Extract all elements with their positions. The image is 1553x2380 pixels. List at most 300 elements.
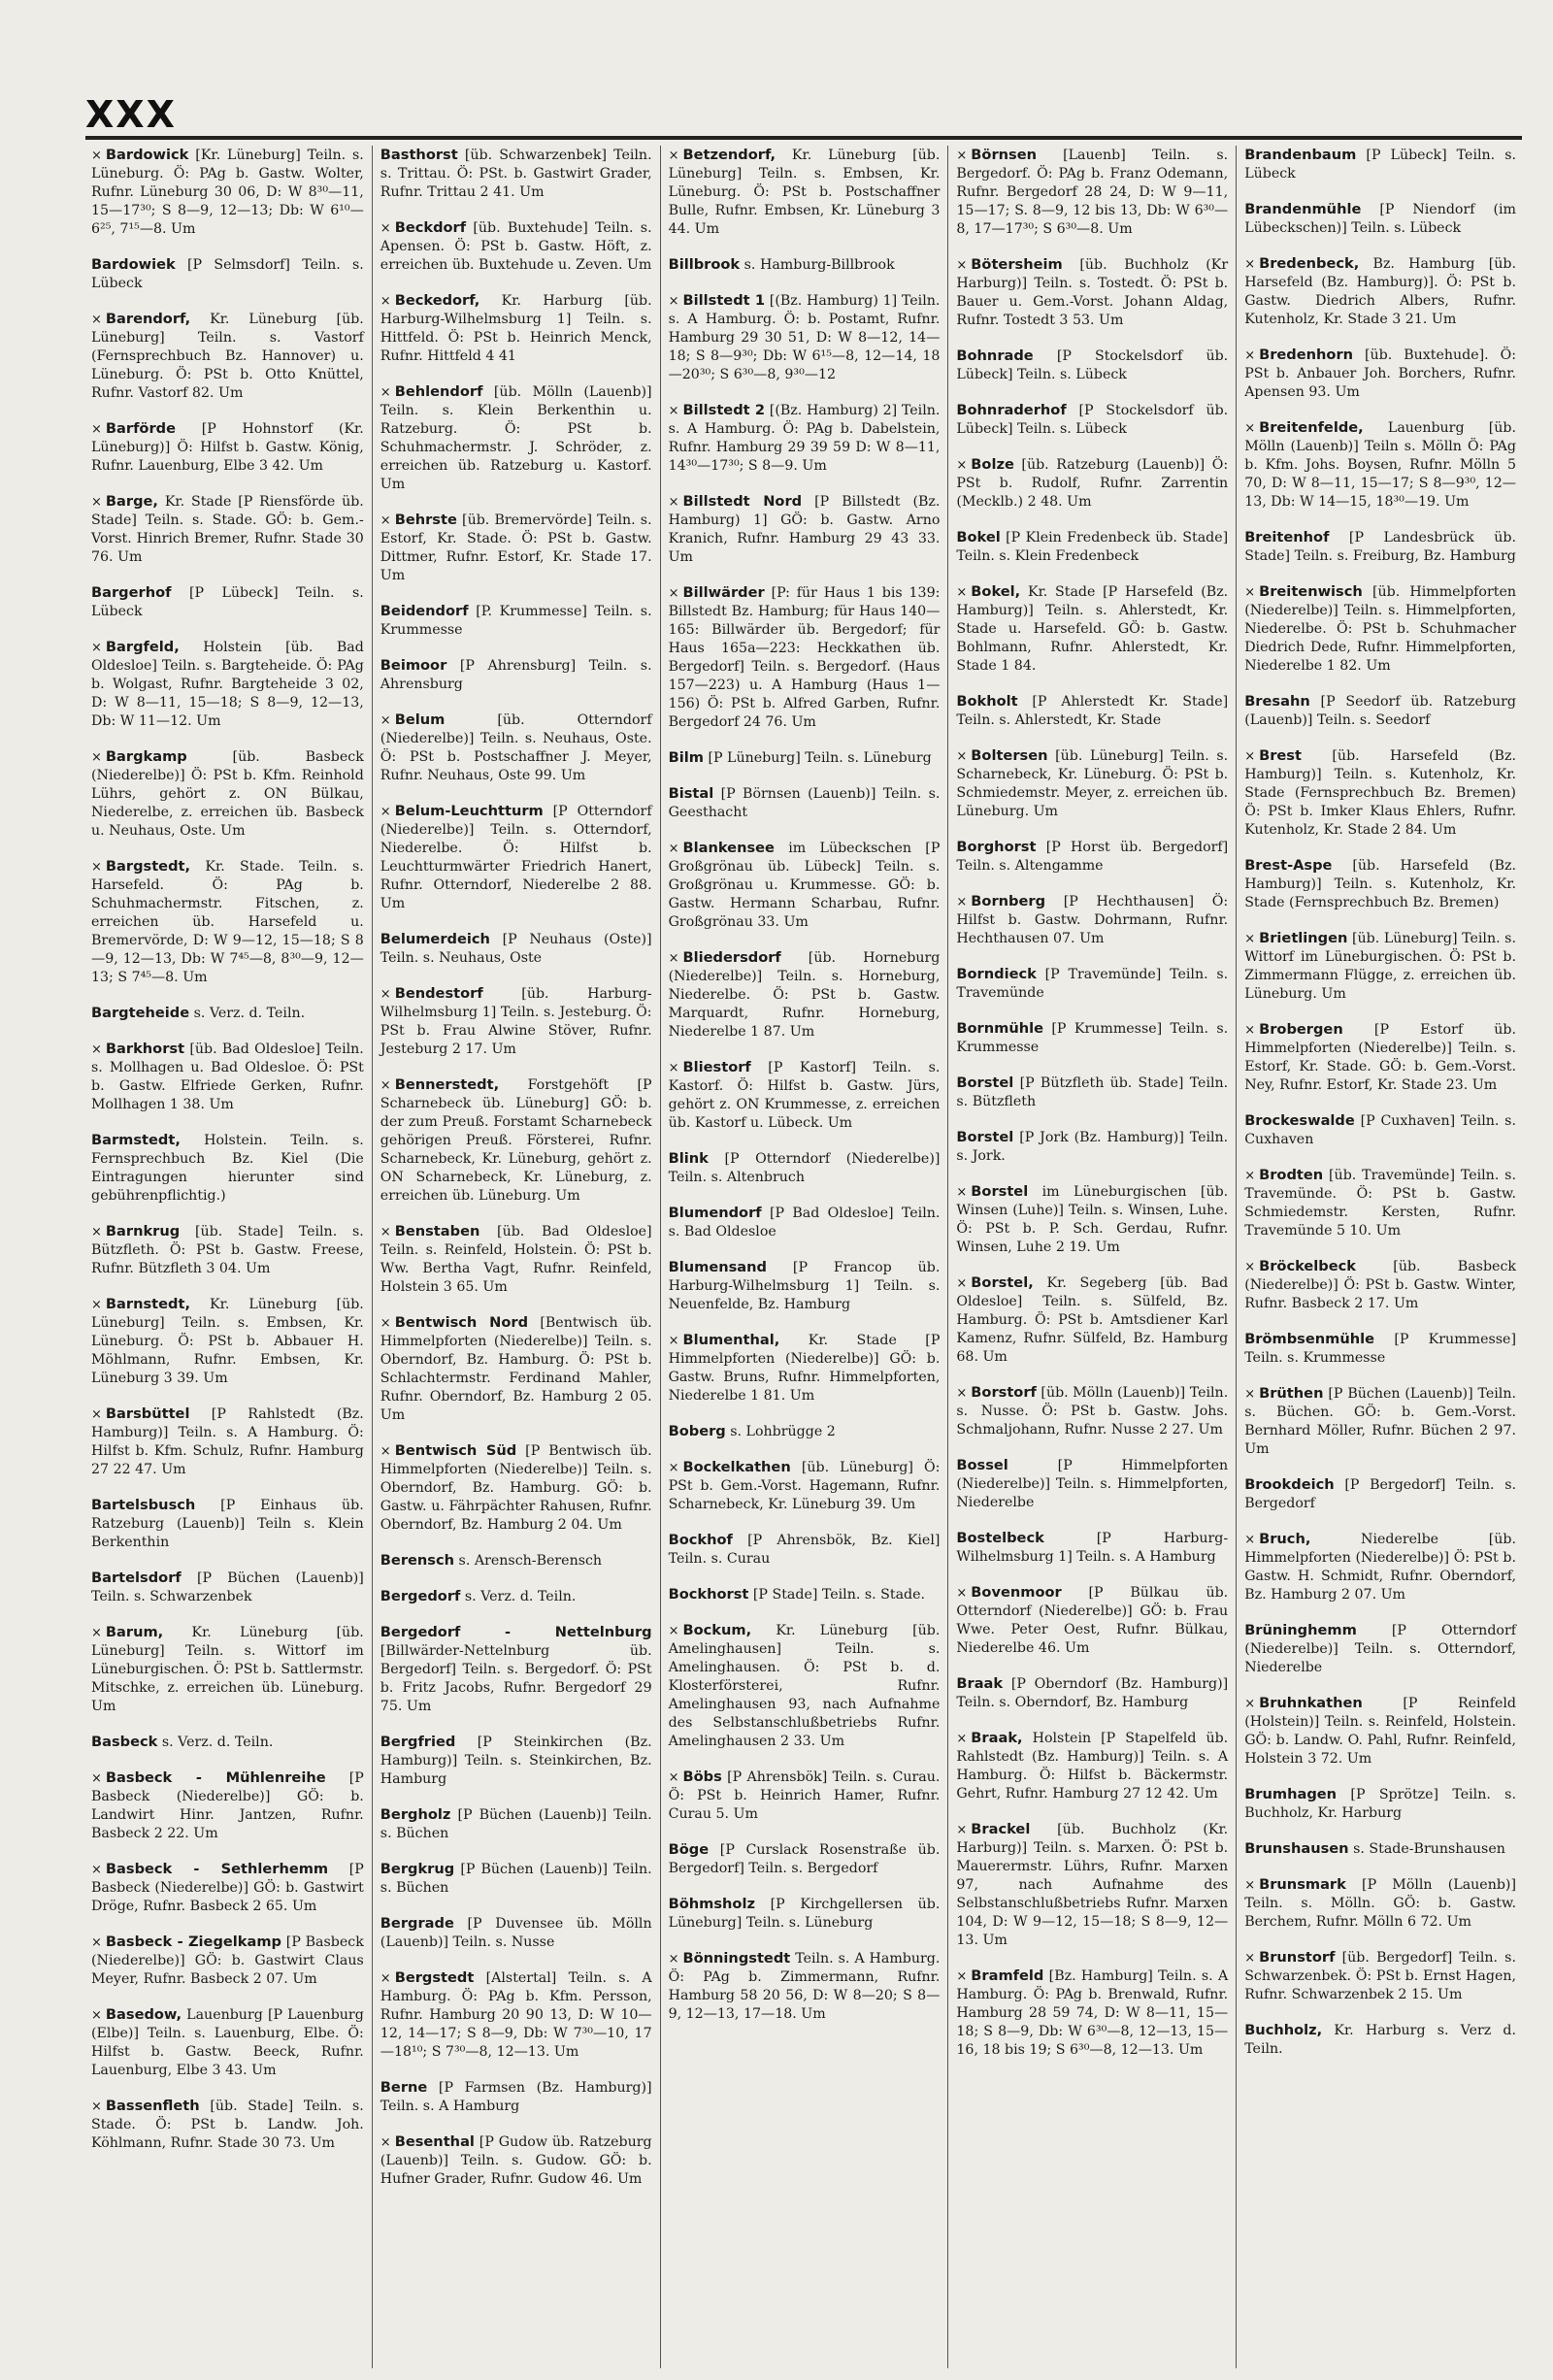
directory-entry	[669, 1840, 941, 1878]
entry-details: [üb. Bad Oldesloe] Teiln. s. Mollhagen u. Bad Oldesloe. Ö: PSt b. Gastw. Elfriede Gerken, Rufnr. Mollhagen 1 38. Um	[91, 1041, 364, 1112]
directory-entry	[91, 857, 364, 987]
entry-place-name: Bergfried	[380, 1734, 456, 1750]
entry-place-name: Blumendorf	[668, 1205, 762, 1221]
entry-place-name: Bramfeld	[971, 1967, 1044, 1984]
directory-entry	[956, 582, 1228, 676]
directory-entry	[91, 1569, 364, 1606]
entry-place-name: Brest	[1259, 747, 1302, 764]
entry-place-name: Besenthal	[394, 2133, 475, 2150]
post-office-mark: ×	[91, 2099, 102, 2114]
entry-place-name: Böbs	[682, 1768, 722, 1785]
entry-details: [P Bad Oldesloe] Teiln. s. Bad Oldesloe	[668, 1206, 941, 1240]
entry-details: Kr. Stade [P Riensförde üb. Stade] Teiln. s. Stade. GÖ: b. Gem.-Vorst. Hinrich Bremer, Rufnr. Stade 30 76. Um	[91, 494, 364, 565]
post-office-mark: ×	[91, 1771, 102, 1786]
entry-place-name: Bilm	[668, 749, 704, 766]
entry-details: Holstein. Teiln. s. Fernsprechbuch Bz. Kiel (Die Eintragungen hierunter sind gebührenpflichtig.)	[91, 1133, 364, 1204]
entry-place-name: Belum	[394, 711, 446, 728]
entry-place-name: Bornmühle	[956, 1020, 1044, 1037]
entry-details: [P Rahlstedt (Bz. Hamburg)] Teiln. s. A Hamburg. Ö: Hilfst b. Kfm. Schulz, Rufnr. Hamburg 27 22 47. Um	[91, 1406, 364, 1477]
directory-entry	[380, 1222, 652, 1297]
directory-entry	[1244, 200, 1516, 238]
directory-entry	[91, 1222, 364, 1278]
directory-entry	[1244, 1330, 1516, 1368]
entry-place-name: Brumhagen	[1244, 1786, 1338, 1802]
directory-entry	[1244, 1948, 1516, 2004]
entry-details: [üb. Basbeck (Niederelbe)] Ö: PSt b. Kfm. Reinhold Lührs, gehört z. ON Bülkau, Niederelbe, z. erreichen üb. Basbeck u. Neuhaus, Oste. Um	[91, 749, 364, 839]
entry-details: Kr. Stade [P Harsefeld (Bz. Hamburg)] Teiln. s. Ahlerstedt, Kr. Stade u. Harsefeld. GÖ: b. Gastw. Bohlmann, Rufnr. Ahlerstedt, Kr. Stade 1 84.	[956, 584, 1229, 674]
directory-entry	[380, 1441, 652, 1535]
entry-details: [üb. Buchholz (Kr. Harburg)] Teiln. s. Marxen. Ö: PSt b. Mauerermstr. Lührs, Rufnr. Marxen 97, nach Aufnahme des Selbstanschlußbetriebs Rufnr. Marxen 104, D: W 9—12, 15—18; S 8—9, 12—13. Um	[956, 1822, 1229, 1948]
directory-entry	[1244, 1020, 1516, 1095]
entry-details: Kr. Lüneburg [üb. Lüneburg] Teiln. s. Embsen, Kr. Lüneburg. Ö: PSt b. Postschaffner Bulle, Rufnr. Embsen, Kr. Lüneburg 3 44. Um	[668, 148, 941, 237]
entry-place-name: Bergkrug	[380, 1861, 455, 1877]
entry-place-name: Bargerhof	[91, 584, 172, 601]
entry-details: Kr. Lüneburg [üb. Lüneburg] Teiln. s. Embsen, Kr. Lüneburg. Ö: PSt b. Abbauer H. Möhlmann, Rufnr. Embsen, Kr. Lüneburg 3 39. Um	[91, 1297, 364, 1386]
post-office-mark: ×	[1244, 348, 1256, 363]
directory-entry	[91, 1623, 364, 1716]
entry-place-name: Bovenmoor	[971, 1584, 1062, 1601]
post-office-mark: ×	[1244, 1697, 1256, 1711]
entry-place-name: Bartelsbusch	[91, 1497, 196, 1513]
entry-place-name: Brüthen	[1259, 1385, 1324, 1402]
entry-details: [P Bützfleth üb. Stade] Teiln. s. Bützfleth	[956, 1075, 1229, 1109]
entry-place-name: Bossel	[956, 1457, 1008, 1473]
entry-place-name: Billstedt 2	[682, 402, 766, 418]
entry-details: [P Mölln (Lauenb)] Teiln. s. Mölln. GÖ: b. Gastw. Berchem, Rufnr. Mölln 6 72. Um	[1244, 1877, 1516, 1930]
directory-entry	[1244, 746, 1516, 840]
entry-details: [P Bergedorf] Teiln. s. Bergedorf	[1244, 1477, 1516, 1511]
directory-entry	[669, 291, 941, 384]
entry-details: Kr. Segeberg [üb. Bad Oldesloe] Teiln. s. Sülfeld, Bz. Hamburg. Ö: PSt b. Amtsdiener Karl Kamenz, Rufnr. Sülfeld, Bz. Hamburg 68. Um	[956, 1275, 1229, 1365]
entry-place-name: Breitenhof	[1244, 529, 1330, 545]
header-rule	[85, 136, 1522, 140]
entry-details: Kr. Lüneburg [üb. Lüneburg] Teiln. s. Vastorf (Fernsprechbuch Bz. Hannover) u. Lüneburg. Ö: PSt b. Otto Knüttel, Rufnr. Vastorf 82. Um	[91, 312, 364, 401]
post-office-mark: ×	[380, 1444, 391, 1459]
entry-details: [P Selmsdorf] Teiln. s. Lübeck	[91, 257, 364, 291]
directory-entry	[669, 1149, 941, 1187]
post-office-mark: ×	[91, 2008, 102, 2023]
entry-place-name: Blankensee	[682, 840, 775, 856]
directory-entry	[91, 1768, 364, 1843]
directory-entry	[380, 382, 652, 494]
entry-place-name: Blink	[668, 1150, 709, 1167]
directory-entry	[380, 1968, 652, 2062]
entry-place-name: Brömbsenmühle	[1244, 1331, 1375, 1347]
entry-details: s. Verz. d. Teiln.	[161, 1735, 274, 1750]
entry-place-name: Bargfeld,	[105, 639, 180, 655]
directory-entry	[956, 692, 1228, 730]
directory-entry	[91, 419, 364, 476]
directory-entry	[669, 839, 941, 932]
directory-entry	[956, 1967, 1228, 2060]
entry-place-name: Billstedt Nord	[682, 493, 803, 510]
entry-details: [P Estorf üb. Himmelpforten (Niederelbe)] Teiln. s. Estorf, Kr. Stade. GÖ: b. Gem.-Vorst. Ney, Rufnr. Estorf, Kr. Stade 23. Um	[1244, 1022, 1516, 1093]
directory-entry	[91, 583, 364, 621]
entry-details: Kr. Harburg s. Verz d. Teiln.	[1244, 2023, 1516, 2057]
column-5	[1236, 146, 1524, 2368]
directory-entry	[380, 1623, 652, 1716]
post-office-mark: ×	[1244, 1387, 1256, 1402]
entry-place-name: Bartelsdorf	[91, 1570, 182, 1586]
entry-place-name: Brunstorf	[1259, 1949, 1336, 1966]
entry-details: [Billwärder-Nettelnburg üb. Bergedorf] Teiln. s. Bergedorf. Ö: PSt b. Fritz Jacobs, Rufnr. Bergedorf 29 75. Um	[380, 1643, 652, 1714]
directory-entry	[956, 255, 1228, 330]
entry-place-name: Brackel	[971, 1821, 1031, 1837]
post-office-mark: ×	[380, 513, 391, 528]
entry-details: Forstgehöft [P Scharnebeck üb. Lüneburg] GÖ: b. der zum Preuß. Forstamt Scharnebeck gehörigen Preuß. Försterei, Rufnr. Scharnebeck, Kr. Lüneburg, gehört z. ON Scharnebeck, Kr. Lüneburg, z. erreichen üb. Lüneburg. Um	[380, 1077, 652, 1204]
entry-place-name: Bassenfleth	[105, 2098, 200, 2114]
entry-details: [P Krummesse] Teiln. s. Krummesse	[1244, 1332, 1516, 1366]
directory-entry	[91, 1040, 364, 1114]
directory-entry	[956, 347, 1228, 384]
post-office-mark: ×	[1244, 1951, 1256, 1966]
entry-details: [P Landesbrück üb. Stade] Teiln. s. Freiburg, Bz. Hamburg	[1244, 530, 1516, 564]
directory-entry	[669, 948, 941, 1041]
post-office-mark: ×	[956, 1969, 968, 1984]
directory-entry	[1244, 1875, 1516, 1932]
directory-entry	[91, 747, 364, 841]
entry-details: [P Steinkirchen (Bz. Hamburg)] Teiln. s. Steinkirchen, Bz. Hamburg	[380, 1735, 652, 1787]
entry-place-name: Behrste	[394, 512, 457, 528]
entry-place-name: Breitenwisch	[1259, 583, 1363, 600]
directory-entry	[380, 1733, 652, 1789]
post-office-mark: ×	[956, 749, 968, 764]
directory-entry	[956, 1820, 1228, 1950]
directory-entry	[669, 401, 941, 476]
entry-details: [P Basbeck (Niederelbe)] GÖ: b. Gastwirt Claus Meyer, Rufnr. Basbeck 2 07. Um	[91, 1934, 364, 1987]
entry-place-name: Bentwisch Nord	[394, 1314, 529, 1331]
post-office-mark: ×	[668, 1061, 679, 1075]
post-office-mark: ×	[91, 1298, 102, 1312]
entry-place-name: Bröckelbeck	[1259, 1258, 1357, 1274]
post-office-mark: ×	[956, 1185, 968, 1200]
directory-entry	[669, 1331, 941, 1405]
entry-place-name: Bönningstedt	[682, 1950, 791, 1967]
entry-details: [üb. Lüneburg] Teiln. s. Scharnebeck, Kr. Lüneburg. Ö: PSt b. Schmiedemstr. Meyer, z. erreichen üb. Lüneburg. Um	[956, 748, 1229, 819]
entry-details: Holstein [P Stapelfeld üb. Rahlstedt (Bz. Hamburg)] Teiln. s. A Hamburg. Ö: Hilfst b. Bäckermstr. Gehrt, Rufnr. Hamburg 27 12 42. Um	[956, 1731, 1229, 1802]
entry-place-name: Bistal	[668, 785, 714, 802]
post-office-mark: ×	[380, 805, 391, 819]
directory-entry	[1244, 1384, 1516, 1459]
entry-place-name: Barförde	[105, 420, 176, 437]
directory-entry	[1244, 692, 1516, 730]
entry-place-name: Billwärder	[682, 584, 765, 601]
entry-place-name: Billbrook	[668, 256, 741, 273]
directory-entry	[956, 1729, 1228, 1803]
entry-details: [P Einhaus üb. Ratzeburg (Lauenb)] Teiln s. Klein Berkenthin	[91, 1498, 364, 1550]
entry-details: [üb. Lüneburg] Teiln. s. Wittorf im Lüneburgischen. Ö: PSt b. Zimmermann Flügge, z. erreichen üb. Lüneburg. Um	[1244, 931, 1516, 1002]
entry-place-name: Brobergen	[1259, 1021, 1343, 1038]
post-office-mark: ×	[668, 294, 679, 309]
post-office-mark: ×	[1244, 1023, 1256, 1038]
entry-place-name: Bohnraderhof	[956, 402, 1067, 418]
entry-details: [P Sprötze] Teiln. s. Buchholz, Kr. Harburg	[1244, 1787, 1516, 1821]
directory-entry	[669, 1258, 941, 1314]
entry-place-name: Borghorst	[956, 839, 1037, 855]
entry-place-name: Basthorst	[380, 147, 458, 163]
entry-place-name: Böhmsholz	[668, 1896, 755, 1912]
directory-entry	[1244, 1475, 1516, 1513]
directory-entry	[1244, 1530, 1516, 1604]
entry-details: [P Oberndorf (Bz. Hamburg)] Teiln. s. Oberndorf, Bz. Hamburg	[956, 1676, 1229, 1710]
entry-place-name: Basbeck - Mühlenreihe	[105, 1769, 326, 1786]
entry-details: Lauenburg [P Lauenburg (Elbe)] Teiln. s. Lauenburg, Elbe. Ö: Hilfst b. Gastw. Beeck, Rufnr. Lauenburg, Elbe 3 43. Um	[91, 2007, 364, 2078]
directory-entry	[669, 1585, 941, 1604]
entry-details: [üb. Bergedorf] Teiln. s. Schwarzenbek. Ö: PSt b. Ernst Hagen, Rufnr. Schwarzenbek 2 15. Um	[1244, 1950, 1516, 2002]
entry-place-name: Bokel	[956, 529, 1001, 545]
entry-place-name: Brunsmark	[1259, 1876, 1346, 1893]
directory-entry	[91, 2097, 364, 2153]
post-office-mark: ×	[91, 495, 102, 510]
entry-place-name: Bokel,	[971, 583, 1021, 600]
post-office-mark: ×	[668, 149, 679, 163]
directory-entry	[380, 930, 652, 968]
entry-place-name: Borstel	[956, 1074, 1014, 1091]
post-office-mark: ×	[91, 860, 102, 875]
entry-details: [Alstertal] Teiln. s. A Hamburg. Ö: PAg b. Kfm. Persson, Rufnr. Hamburg 20 90 13, D: W 10—12, 14—17; S 8—9, Db: W 7³⁰—10, 17—18¹⁰; S 7³⁰—8, 12—13. Um	[380, 1970, 652, 2060]
directory-entry	[669, 1949, 941, 2024]
entry-details: [P Niendorf (im Lübeckschen)] Teiln. s. Lübeck	[1244, 202, 1516, 236]
directory-entry	[1244, 1785, 1516, 1823]
post-office-mark: ×	[380, 1078, 391, 1093]
directory-entry	[380, 2078, 652, 2116]
directory-entry	[669, 1895, 941, 1933]
post-office-mark: ×	[956, 895, 968, 909]
entry-place-name: Börnsen	[971, 147, 1038, 163]
entry-details: [P Lübeck] Teiln. s. Lübeck	[91, 585, 364, 619]
post-office-mark: ×	[380, 1225, 391, 1240]
directory-entry	[1244, 418, 1516, 512]
entry-place-name: Basbeck - Ziegelkamp	[105, 1934, 282, 1950]
entry-place-name: Bargstedt,	[105, 858, 191, 875]
post-office-mark: ×	[91, 641, 102, 655]
entry-details: [üb. Travemünde] Teiln. s. Travemünde. Ö: PSt b. Gastw. Schmiedemstr. Kersten, Rufnr. Travemünde 5 10. Um	[1244, 1168, 1516, 1239]
entry-details: [P Hechthausen] Ö: Hilfst b. Gastw. Dohrmann, Rufnr. Hechthausen 07. Um	[956, 894, 1229, 946]
directory-entry	[956, 1674, 1228, 1712]
directory-entry	[380, 1805, 652, 1843]
directory-entry	[91, 492, 364, 567]
directory-entry	[380, 1551, 652, 1570]
entry-details: [üb. Ratzeburg (Lauenb)] Ö: PSt b. Rudolf, Rufnr. Zarrentin (Mecklb.) 2 48. Um	[956, 457, 1229, 510]
entry-details: [P Börnsen (Lauenb)] Teiln. s. Geesthacht	[668, 786, 941, 820]
post-office-mark: ×	[956, 1276, 968, 1291]
entry-place-name: Borstorf	[971, 1384, 1037, 1401]
directory-entry	[669, 1422, 941, 1441]
entry-place-name: Bockhorst	[668, 1586, 749, 1603]
entry-place-name: Bentwisch Süd	[394, 1442, 517, 1459]
column-2	[372, 146, 660, 2368]
entry-details: [(Bz. Hamburg) 1] Teiln. s. A Hamburg. Ö: b. Postamt, Rufnr. Hamburg 29 30 51, D: W 8—12, 14—18; S 8—9³⁰; Db: W 6¹⁵—8, 12—14, 18—20³⁰; S 6³⁰—8, 9³⁰—12	[668, 293, 941, 382]
entry-details: im Lübeckschen [P Großgrönau üb. Lübeck] Teiln. s. Großgrönau u. Krummesse. GÖ: b. Gastw. Hermann Scharbau, Rufnr. Großgrönau 33. Um	[668, 841, 941, 930]
entry-place-name: Berensch	[380, 1552, 455, 1569]
entry-details: [P Seedorf üb. Ratzeburg (Lauenb)] Teiln. s. Seedorf	[1244, 694, 1516, 728]
entry-place-name: Barum,	[105, 1624, 164, 1640]
entry-place-name: Brüninghemm	[1244, 1622, 1357, 1638]
entry-details: s. Stade-Brunshausen	[1353, 1841, 1505, 1857]
entry-details: [P Büchen (Lauenb)] Teiln. s. Büchen	[380, 1807, 652, 1841]
directory-entry	[91, 1004, 364, 1023]
directory-entry	[956, 528, 1228, 566]
entry-place-name: Belum-Leuchtturm	[394, 803, 544, 819]
post-office-mark: ×	[1244, 1169, 1256, 1183]
entry-details: Kr. Lüneburg [üb. Lüneburg] Teiln. s. Wittorf im Lüneburgischen. Ö: PSt b. Sattlermstr. Mitschke, z. erreichen üb. Lüneburg. Um	[91, 1625, 364, 1714]
entry-place-name: Buchholz,	[1244, 2022, 1323, 2038]
entry-place-name: Borstel	[971, 1183, 1029, 1200]
directory-entry	[91, 310, 364, 403]
entry-place-name: Bliestorf	[682, 1059, 751, 1075]
entry-details: [üb. Basbeck (Niederelbe)] Ö: PSt b. Gastw. Winter, Rufnr. Basbeck 2 17. Um	[1244, 1259, 1516, 1311]
entry-place-name: Bockelkathen	[682, 1459, 791, 1475]
page-header	[85, 93, 1522, 140]
entry-details: [Kr. Lüneburg] Teiln. s. Lüneburg. Ö: PAg b. Gastw. Wolter, Rufnr. Lüneburg 30 06, D: W 8³⁰—11, 15—17³⁰; S 8—9, 12—13; Db: W 6¹⁰—6²⁵, 7¹⁵—8. Um	[91, 148, 364, 237]
post-office-mark: ×	[91, 750, 102, 765]
entry-details: [Bz. Hamburg] Teiln. s. A Hamburg. Ö: PAg b. Brenwald, Rufnr. Hamburg 28 59 74, D: W 8—11, 15—18; S 8—9, Db: W 6³⁰—8, 12—13, 15—16, 18 bis 19; S 6³⁰—8, 12—13. Um	[956, 1968, 1229, 2058]
entry-details: [üb. Stade] Teiln. s. Stade. Ö: PSt b. Landw. Joh. Köhlmann, Rufnr. Stade 30 73. Um	[91, 2099, 364, 2151]
directory-entry	[380, 1914, 652, 1952]
post-office-mark: ×	[1244, 421, 1256, 436]
entry-place-name: Blumensand	[668, 1259, 767, 1275]
entry-details: [üb. Bremervörde] Teiln. s. Estorf, Kr. Stade. Ö: PSt b. Gastw. Dittmer, Rufnr. Estorf, Kr. Stade 17. Um	[380, 512, 652, 583]
entry-details: [P Lüneburg] Teiln. s. Lüneburg	[708, 750, 932, 766]
post-office-mark: ×	[1244, 257, 1256, 272]
directory-entry	[956, 838, 1228, 876]
directory-entry	[956, 401, 1228, 439]
page-number: XXX	[85, 93, 177, 136]
entry-details: [üb. Harsefeld (Bz. Hamburg)] Teiln. s. Kutenholz, Kr. Stade (Fernsprechbuch Bz. Bremen) Ö: PSt b. Imker Klaus Ehlers, Rufnr. Kutenholz, Kr. Stade 2 84. Um	[1244, 748, 1516, 838]
entry-place-name: Bergedorf	[380, 1588, 461, 1604]
post-office-mark: ×	[91, 1042, 102, 1057]
directory-entry	[91, 1405, 364, 1479]
post-office-mark: ×	[956, 1386, 968, 1401]
directory-entry	[91, 1295, 364, 1388]
entry-details: [P Ahrensbök] Teiln. s. Curau. Ö: PSt b. Heinrich Hamer, Rufnr. Curau 5. Um	[668, 1769, 941, 1822]
directory-entry	[956, 892, 1228, 948]
entry-details: [P Otterndorf (Niederelbe)] Teiln. s. Altenbruch	[668, 1151, 941, 1185]
post-office-mark: ×	[380, 1971, 391, 1986]
entry-place-name: Bohnrade	[956, 347, 1034, 364]
entry-place-name: Berne	[380, 2079, 428, 2096]
directory-entry	[956, 455, 1228, 512]
entry-details: [P Travemünde] Teiln. s. Travemünde	[956, 967, 1229, 1001]
directory-entry	[669, 784, 941, 822]
entry-details: [P Horst üb. Bergedorf] Teiln. s. Altengamme	[956, 840, 1229, 874]
post-office-mark: ×	[956, 258, 968, 273]
post-office-mark: ×	[380, 987, 391, 1002]
entry-place-name: Brockeswalde	[1244, 1112, 1355, 1129]
entry-place-name: Beidendorf	[380, 603, 469, 619]
entry-place-name: Belumerdeich	[380, 931, 490, 947]
entry-place-name: Brandenbaum	[1244, 147, 1357, 163]
directory-entry	[669, 492, 941, 567]
post-office-mark: ×	[91, 1626, 102, 1640]
directory-entry	[1244, 929, 1516, 1004]
entry-place-name: Bargkamp	[105, 748, 187, 765]
entry-place-name: Bliedersdorf	[682, 949, 781, 966]
entry-place-name: Bruch,	[1259, 1531, 1311, 1547]
entry-place-name: Braak,	[971, 1730, 1023, 1746]
post-office-mark: ×	[956, 585, 968, 600]
entry-place-name: Breitenfelde,	[1259, 419, 1364, 436]
entry-place-name: Bennerstedt,	[394, 1076, 500, 1093]
post-office-mark: ×	[956, 149, 968, 163]
entry-details: Bz. Hamburg [üb. Harsefeld (Bz. Hamburg)]. Ö: PSt b. Gastw. Diedrich Albers, Rufnr. Kutenholz, Kr. Stade 3 21. Um	[1244, 256, 1516, 327]
entry-details: [P Otterndorf (Niederelbe)] Teiln. s. Otterndorf, Niederelbe. Ö: Hilfst b. Leuchtturmwärter Friedrich Hanert, Rufnr. Otterndorf, Niederelbe 2 88. Um	[380, 804, 652, 911]
entry-details: [P Billstedt (Bz. Hamburg) 1] GÖ: b. Gastw. Arno Kranich, Rufnr. Hamburg 29 43 33. Um	[668, 494, 941, 565]
directory-entry	[669, 1768, 941, 1824]
directory-entry	[669, 255, 941, 275]
entry-details: [P Hohnstorf (Kr. Lüneburg)] Ö: Hilfst b. Gastw. König, Rufnr. Lauenburg, Elbe 3 42. Um	[91, 421, 364, 474]
directory-entry	[956, 1529, 1228, 1567]
entry-place-name: Basedow,	[105, 2006, 182, 2023]
post-office-mark: ×	[91, 313, 102, 327]
entry-place-name: Brietlingen	[1259, 930, 1348, 946]
entry-place-name: Bredenbeck,	[1259, 255, 1360, 272]
directory-entry	[380, 1860, 652, 1898]
entry-details: [P: für Haus 1 bis 139: Billstedt Bz. Hamburg; für Haus 140—165: Billwärder üb. Bergedorf; für Haus 165a—223: Heckkathen üb. Bergedorf] Teiln. s. Bergedorf. (Haus 157—223) u. A Hamburg (Haus 1—156) Ö: PSt b. Alfred Garben, Rufnr. Bergedorf 24 76. Um	[668, 585, 941, 730]
entry-place-name: Boltersen	[971, 747, 1048, 764]
post-office-mark: ×	[380, 385, 391, 400]
directory-entry	[1244, 254, 1516, 329]
directory-entry	[380, 802, 652, 913]
entry-place-name: Boberg	[668, 1423, 726, 1439]
directory-entry	[1244, 1166, 1516, 1240]
column-3	[660, 146, 948, 2368]
directory-entry	[669, 748, 941, 768]
entry-place-name: Bargteheide	[91, 1005, 190, 1021]
entry-place-name: Borstel,	[971, 1274, 1034, 1291]
directory-entry	[91, 1733, 364, 1752]
directory-entry	[91, 255, 364, 293]
entry-details: [P Basbeck (Niederelbe)] GÖ: b. Landwirt Hinr. Jantzen, Rufnr. Basbeck 2 22. Um	[91, 1770, 364, 1841]
entry-details: [üb. Buxtehude] Teiln. s. Apensen. Ö: PSt b. Gastw. Höft, z. erreichen üb. Buxtehude u. Zeven. Um	[380, 220, 652, 273]
directory-entry	[91, 1860, 364, 1916]
entry-details: Holstein [üb. Bad Oldesloe] Teiln. s. Bargteheide. Ö: PAg b. Wolgast, Rufnr. Bargteheide 3 02, D: W 8—11, 15—18; S 8—9, 12—13, Db: W 11—12. Um	[91, 640, 364, 729]
entry-details: [üb. Buxtehude]. Ö: PSt b. Anbauer Joh. Borchers, Rufnr. Apensen 93. Um	[1244, 347, 1516, 400]
entry-details: Teiln. s. A Hamburg. Ö: PAg b. Zimmermann, Rufnr. Hamburg 58 20 56, D: W 8—20; S 8—9, 12—13, 17—18. Um	[668, 1951, 941, 2022]
entry-place-name: Barnkrug	[105, 1223, 181, 1240]
entry-details: [P Himmelpforten (Niederelbe)] Teiln. s. Himmelpforten, Niederelbe	[956, 1458, 1229, 1510]
directory-entry	[956, 746, 1228, 821]
entry-details: [üb. Bad Oldesloe] Teiln. s. Reinfeld, Holstein. Ö: PSt b. Ww. Bertha Vagt, Rufnr. Reinfeld, Holstein 3 65. Um	[380, 1224, 652, 1295]
post-office-mark: ×	[668, 586, 679, 601]
column-1	[83, 146, 372, 2368]
entry-place-name: Brunshausen	[1244, 1840, 1349, 1857]
post-office-mark: ×	[380, 2135, 391, 2150]
post-office-mark: ×	[91, 149, 102, 163]
entry-place-name: Benstaben	[394, 1223, 480, 1240]
entry-place-name: Bergholz	[380, 1806, 451, 1823]
entry-place-name: Bendestorf	[394, 985, 483, 1002]
post-office-mark: ×	[380, 294, 391, 309]
directory-entry	[669, 583, 941, 732]
entry-details: s. Lohbrügge 2	[730, 1424, 836, 1439]
post-office-mark: ×	[956, 458, 968, 473]
entry-details: [P Büchen (Lauenb)] Teiln. s. Büchen. GÖ: b. Gem.-Vorst. Bernhard Möller, Rufnr. Büchen 2 97. Um	[1244, 1386, 1516, 1457]
post-office-mark: ×	[1244, 1533, 1256, 1547]
entry-details: [P Bülkau üb. Otterndorf (Niederelbe)] GÖ: b. Frau Wwe. Peter Oest, Rufnr. Bülkau, Niederelbe 46. Um	[956, 1585, 1229, 1656]
entry-place-name: Billstedt 1	[682, 292, 766, 309]
entry-details: [P Stade] Teiln. s. Stade.	[752, 1587, 926, 1603]
directory-entry	[1244, 146, 1516, 183]
post-office-mark: ×	[668, 1770, 679, 1785]
entry-details: s. Verz. d. Teiln.	[464, 1589, 577, 1604]
entry-details: [üb. Otterndorf (Niederelbe)] Teiln. s. Neuhaus, Oste. Ö: PSt b. Postschaffner J. Meyer, Rufnr. Neuhaus, Oste 99. Um	[380, 712, 652, 783]
entry-details: [P Stockelsdorf üb. Lübeck] Teiln. s. Lübeck	[956, 403, 1229, 437]
directory-entry	[380, 656, 652, 694]
entry-place-name: Bardowiek	[91, 256, 176, 273]
post-office-mark: ×	[668, 1334, 679, 1348]
directory-entry	[956, 1019, 1228, 1057]
